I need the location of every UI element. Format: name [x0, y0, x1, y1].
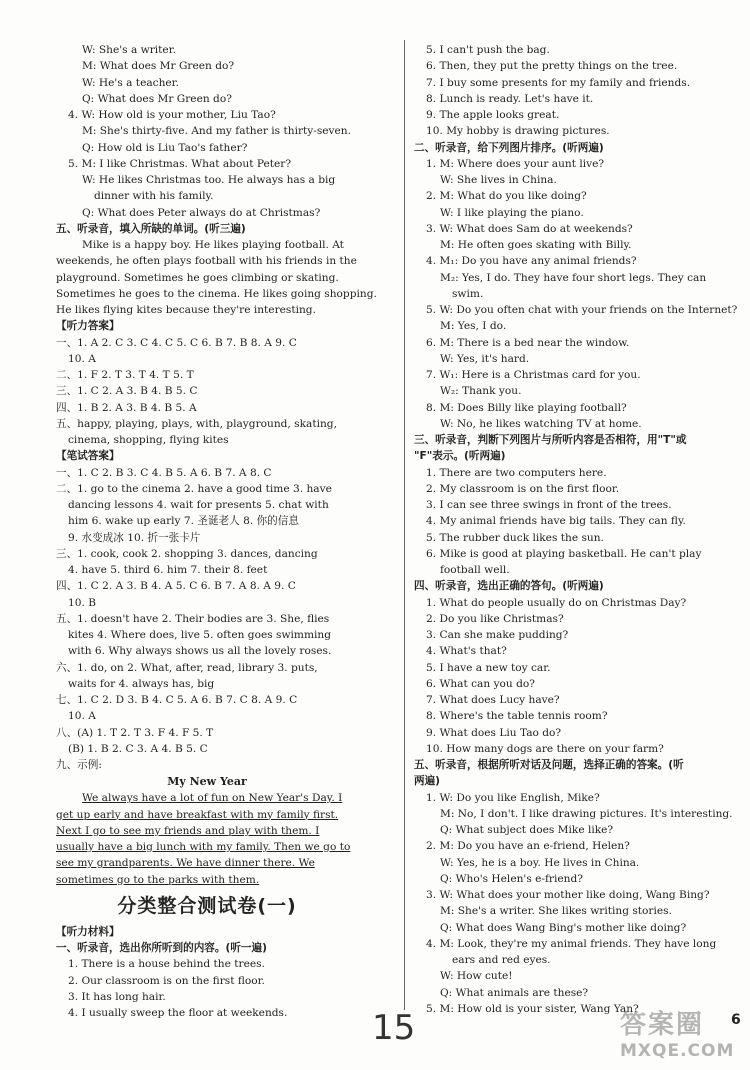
left-lines-line: 4. have 5. third 6. him 7. their 8. feet: [68, 564, 268, 576]
left-lines-line: 七、1. C 2. D 3. B 4. C 5. A 6. B 7. C 8. A 9. C: [56, 694, 298, 706]
right-lines-line: "F"表示。(听两遍): [414, 450, 506, 463]
listening-material-block: [56, 924, 398, 1022]
left-lines-line: weekends, he often plays football with his friends in the: [56, 255, 357, 268]
essay-body: [56, 790, 398, 888]
right-lines-line: 1. W: Do you like English, Mike?: [426, 791, 600, 804]
right-lines-line: 3. I can see three swings in front of the trees.: [426, 499, 672, 511]
left-lines-line: 五、听录音，填入所缺的单词。(听三遍): [56, 222, 246, 235]
right-lines-line: 四、听录音，选出正确的答句。(听两遍): [414, 580, 604, 593]
left-bottom-lines-line: 【听力材料】: [56, 925, 120, 938]
watermark-url: MXQE.COM: [620, 1041, 735, 1061]
right-lines-line: 5. W: Do you often chat with your friends on the Internet?: [426, 304, 738, 316]
right-lines-line: 五、听录音，根据所听对话及问题，选择正确的答案。(听: [414, 759, 684, 771]
right-lines-line: 8. Lunch is ready. Let's have it.: [426, 92, 594, 105]
left-lines-line: Q: How old is Liu Tao's father?: [82, 141, 248, 154]
corner-mark: 6: [731, 1012, 741, 1028]
right-lines-line: Q: What subject does Mike like?: [440, 824, 614, 836]
essay-line: see my grandparents. We have dinner there. We: [56, 857, 315, 870]
right-lines-line: 4. My animal friends have big tails. They can fly.: [426, 515, 686, 528]
right-lines-line: 2. Do you like Christmas?: [426, 612, 564, 625]
left-lines-line: 5. M: I like Christmas. What about Peter?: [68, 157, 292, 170]
right-lines-line: 10. How many dogs are there on your farm?: [426, 742, 664, 755]
right-lines-line: 1. What do people usually do on Christmas Day?: [426, 596, 687, 609]
left-lines-line: 三、1. C 2. A 3. B 4. B 5. C: [56, 385, 198, 398]
left-bottom-lines-line: 3. It has long hair.: [68, 990, 166, 1003]
left-lines-line: 四、1. B 2. A 3. B 4. B 5. A: [56, 401, 197, 414]
left-lines-line: 六、1. do, on 2. What, after, read, library 3. puts,: [56, 661, 318, 674]
left-lines-line: dancing lessons 4. wait for presents 5. chat with: [68, 499, 329, 511]
left-lines-line: 三、1. cook, cook 2. shopping 3. dances, dancing: [56, 547, 318, 560]
right-lines-line: M₂: Yes, I do. They have four short legs. They can: [440, 271, 707, 284]
right-lines-line: 二、听录音，给下列图片排序。(听两遍): [414, 141, 604, 154]
left-lines-line: 4. W: How old is your mother, Liu Tao?: [68, 109, 276, 121]
left-lines-line: 【笔试答案】: [56, 450, 120, 463]
right-lines-line: 4. What's that?: [426, 645, 507, 658]
left-lines-line: 五、happy, playing, plays, with, playground, skating,: [56, 417, 337, 430]
essay-line: get up early and have breakfast with my family first.: [56, 808, 339, 821]
essay-line: usually have a big lunch with my family. Then we go to: [56, 841, 351, 853]
right-lines-line: 6. M: There is a bed near the window.: [426, 336, 630, 349]
left-lines-line: Q: What does Peter always do at Christmas?: [82, 206, 321, 219]
left-lines-line: him 6. wake up early 7. 圣诞老人 8. 你的信息: [68, 515, 299, 528]
right-lines-line: M: Yes, I do.: [440, 320, 507, 333]
left-lines-line: 9. 水变成冰 10. 折一张卡片: [68, 531, 201, 544]
left-bottom-lines-line: 2. Our classroom is on the first floor.: [68, 974, 265, 987]
right-lines-line: 5. M: How old is your sister, Wang Yan?: [426, 1002, 639, 1015]
essay-line: sometimes go to the parks with them.: [56, 873, 260, 886]
column-divider: [404, 40, 405, 1010]
essay-line: Next I go to see my friends and play with them. I: [56, 824, 320, 837]
left-lines-line: 九、示例:: [56, 759, 102, 771]
right-lines-line: 3. W: What does Sam do at weekends?: [426, 222, 633, 235]
right-lines-line: W: How cute!: [440, 970, 513, 983]
right-lines-line: 5. I have a new toy car.: [426, 661, 551, 674]
left-lines-line: He likes flying kites because they're interesting.: [56, 304, 316, 316]
left-lines-line: 10. A: [68, 352, 96, 365]
left-bottom-lines-line: 一、听录音，选出你所听到的内容。(听一遍): [56, 942, 267, 954]
left-lines-line: Mike is a happy boy. He likes playing football. At: [82, 239, 344, 251]
left-lines-line: cinema, shopping, flying kites: [68, 434, 229, 446]
left-lines-line: 八、(A) 1. T 2. T 3. F 4. F 5. T: [56, 726, 214, 739]
page-number: 15: [372, 1008, 416, 1048]
right-lines-line: 2. M: What do you like doing?: [426, 190, 587, 203]
left-lines-line: 一、1. A 2. C 3. C 4. C 5. C 6. B 7. B 8. A 9. C: [56, 336, 297, 349]
right-lines-line: 9. What does Liu Tao do?: [426, 726, 562, 739]
right-lines-line: 6. What can you do?: [426, 677, 535, 690]
right-lines-line: swim.: [452, 287, 484, 300]
right-lines-line: 10. My hobby is drawing pictures.: [426, 125, 610, 138]
left-lines-line: W: She's a writer.: [82, 44, 176, 56]
essay: [56, 773, 398, 888]
right-lines-line: 两遍): [414, 775, 441, 788]
right-lines-line: 6. Then, they put the pretty things on the tree.: [426, 60, 678, 73]
right-lines-line: 8. M: Does Billy like playing football?: [426, 401, 627, 414]
right-lines-line: W: Yes, he is a boy. He lives in China.: [440, 856, 640, 869]
right-lines-line: M: No, I don't. I like drawing pictures. It's interesting.: [440, 807, 733, 820]
right-lines-line: 5. I can't push the bag.: [426, 44, 550, 56]
right-lines-line: 1. There are two computers here.: [426, 466, 607, 479]
left-text-block: [56, 42, 398, 773]
left-lines-line: Sometimes he goes to the cinema. He likes going shopping.: [56, 287, 377, 300]
watermark-text: 答案圈: [620, 1010, 705, 1040]
right-lines-line: Q: Who's Helen's e-friend?: [440, 872, 583, 885]
right-lines-line: 8. Where's the table tennis room?: [426, 710, 608, 723]
right-lines-line: 1. M: Where does your aunt live?: [426, 157, 605, 170]
right-lines-line: 3. Can she make pudding?: [426, 629, 569, 641]
right-lines-line: Q: What does Wang Bing's mother like doing?: [440, 921, 687, 934]
right-lines-line: Q: What animals are these?: [440, 986, 589, 999]
section-title: 分类整合测试卷(一): [117, 894, 297, 917]
right-lines-line: 5. The rubber duck likes the sun.: [426, 531, 604, 544]
left-lines-line: 二、1. go to the cinema 2. have a good time 3. have: [56, 482, 332, 495]
right-lines-line: 7. What does Lucy have?: [426, 694, 560, 706]
right-lines-line: W: She lives in China.: [440, 174, 557, 186]
left-lines-line: playground. Sometimes he goes climbing or skating.: [56, 271, 339, 284]
left-lines-line: M: What does Mr Green do?: [82, 60, 235, 73]
left-lines-line: Q: What does Mr Green do?: [82, 92, 232, 105]
left-column: [56, 42, 398, 1021]
right-lines-line: 9. The apple looks great.: [426, 109, 560, 121]
right-lines-line: W: I like playing the piano.: [440, 206, 584, 219]
watermark-logo: [620, 1004, 740, 1066]
left-bottom-lines-line: 1. There is a house behind the trees.: [68, 958, 265, 971]
left-lines-line: 10. A: [68, 710, 96, 723]
essay-line: We always have a lot of fun on New Year's Day. I: [82, 792, 343, 805]
left-lines-line: 10. B: [68, 596, 96, 609]
right-lines-line: football well.: [440, 564, 510, 576]
right-lines-line: 三、听录音，判断下列图片与所听内容是否相符，用"T"或: [414, 434, 687, 446]
left-lines-line: with 6. Why always shows us all the lovely roses.: [68, 645, 332, 658]
right-text-block: [414, 42, 744, 1017]
essay-title: My New Year: [167, 775, 247, 789]
right-lines-line: 7. W₁: Here is a Christmas card for you.: [426, 369, 641, 381]
right-column: [414, 42, 744, 1017]
right-lines-line: 7. I buy some presents for my family and friends.: [426, 76, 691, 89]
left-bottom-lines-line: 4. I usually sweep the floor at weekends.: [68, 1007, 288, 1019]
right-lines-line: 4. M₁: Do you have any animal friends?: [426, 255, 637, 268]
right-lines-line: ears and red eyes.: [452, 954, 551, 966]
left-lines-line: 【听力答案】: [56, 320, 120, 333]
left-lines-line: 二、1. F 2. T 3. T 4. T 5. T: [56, 369, 194, 381]
right-lines-line: W₂: Thank you.: [440, 385, 522, 398]
right-lines-line: 3. W: What does your mother like doing, Wang Bing?: [426, 889, 710, 901]
left-lines-line: 一、1. C 2. B 3. C 4. B 5. A 6. B 7. A 8. C: [56, 466, 272, 479]
left-lines-line: (B) 1. B 2. C 3. A 4. B 5. C: [68, 742, 208, 755]
left-lines-line: W: He's a teacher.: [82, 76, 179, 89]
right-lines-line: 6. Mike is good at playing basketball. He can't play: [426, 547, 702, 560]
right-lines-line: M: She's a writer. She likes writing stories.: [440, 905, 672, 918]
right-lines-line: W: No, he likes watching TV at home.: [440, 417, 642, 430]
right-lines-line: W: Yes, it's hard.: [440, 352, 530, 365]
left-lines-line: 五、1. doesn't have 2. Their bodies are 3. She, flies: [56, 612, 330, 625]
left-lines-line: W: He likes Christmas too. He always has a big: [82, 174, 336, 186]
right-lines-line: 2. M: Do you have an e-friend, Helen?: [426, 840, 630, 853]
right-lines-line: 4. M: Look, they're my animal friends. They have long: [426, 937, 717, 950]
left-lines-line: kites 4. Where does, live 5. often goes swimming: [68, 629, 331, 641]
right-lines-line: M: He often goes skating with Billy.: [440, 239, 632, 251]
left-lines-line: dinner with his family.: [94, 190, 214, 203]
left-lines-line: waits for 4. always has, big: [68, 677, 215, 690]
left-lines-line: 四、1. C 2. A 3. B 4. A 5. C 6. B 7. A 8. A 9. C: [56, 580, 296, 593]
left-lines-line: M: She's thirty-five. And my father is thirty-seven.: [82, 125, 351, 138]
right-lines-line: 2. My classroom is on the first floor.: [426, 482, 620, 495]
